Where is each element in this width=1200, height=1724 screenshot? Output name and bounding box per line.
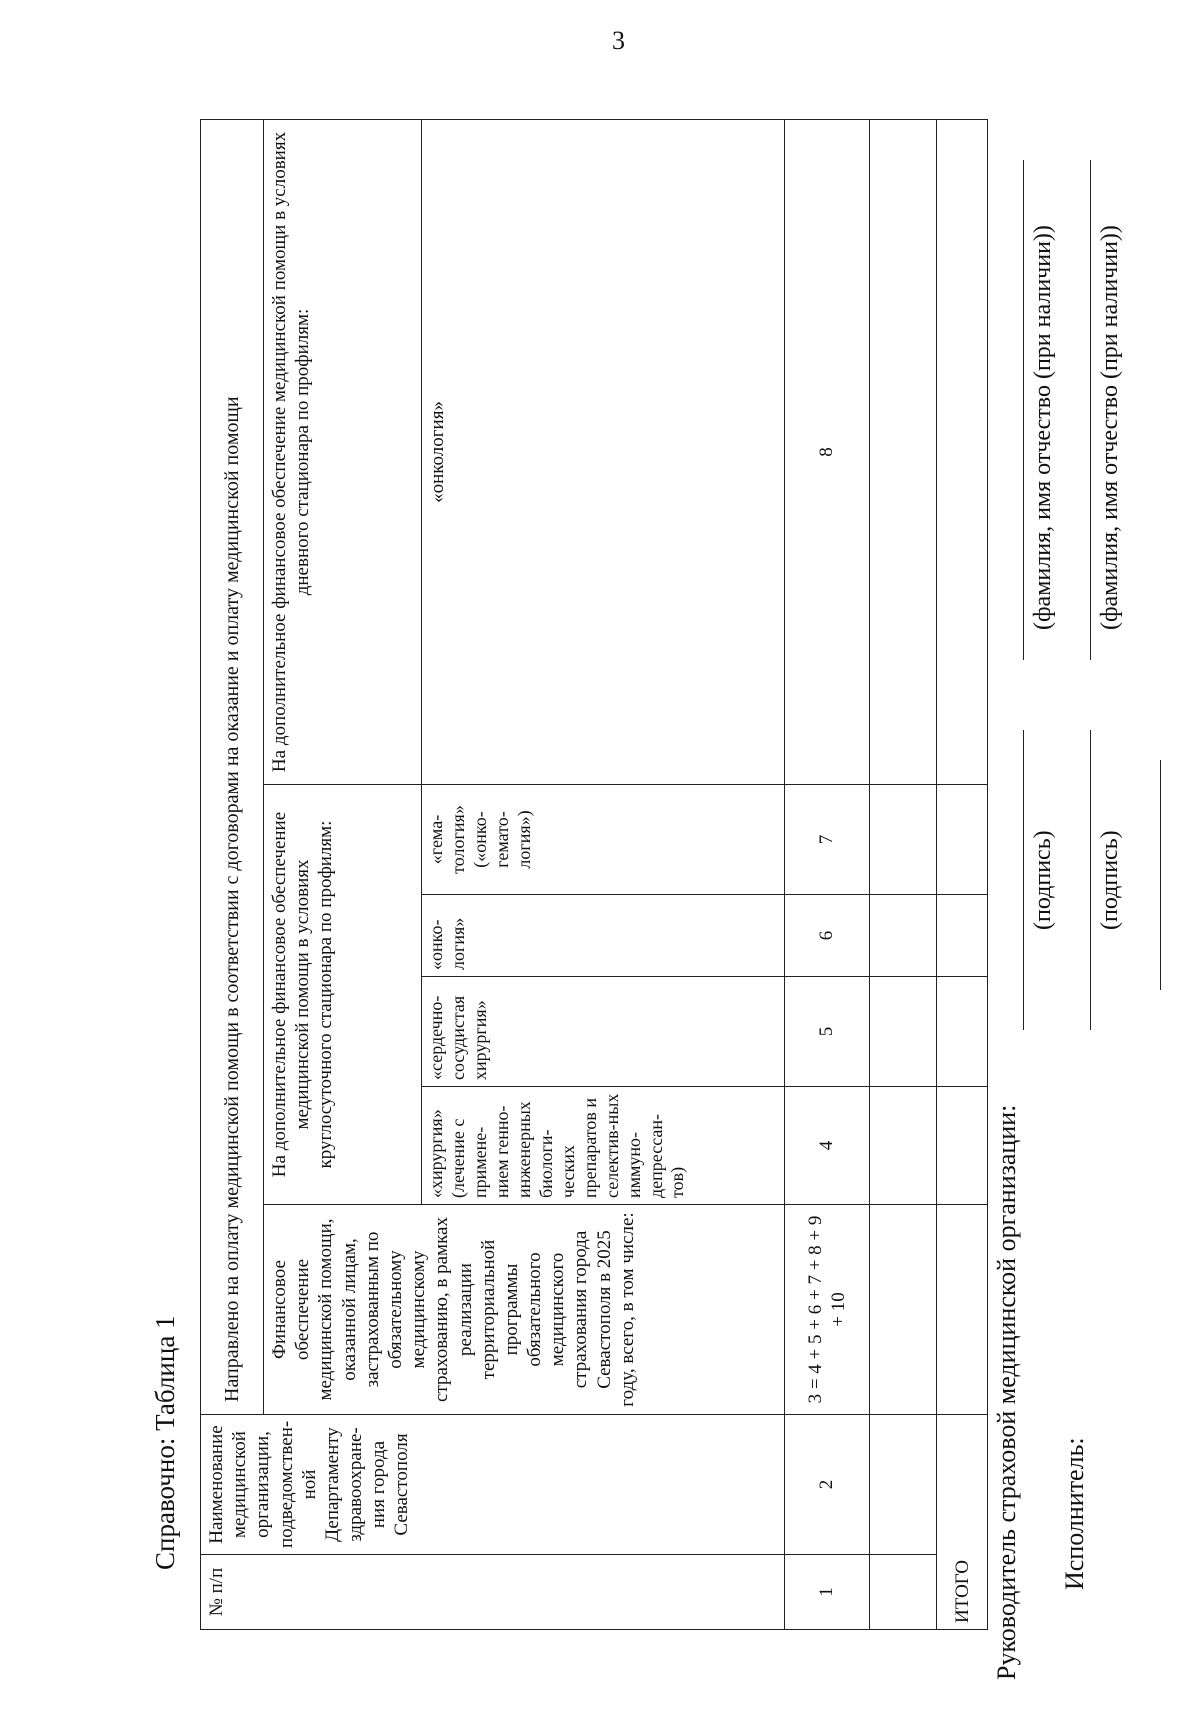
landscape-sheet (130, 50, 1190, 1690)
table-cell (869, 895, 937, 977)
table-cell (869, 1555, 937, 1630)
column-number: 5 (785, 977, 870, 1087)
table-caption: Справочно: Таблица 1 (150, 1315, 180, 1570)
column-number: 6 (785, 895, 870, 977)
executor-signature-caption: (подпись) (1097, 830, 1123, 930)
column-number: 7 (785, 785, 870, 895)
header-cardio-surgery: «сердечно-сосудистая хирургия» (421, 977, 784, 1087)
header-row-2 (264, 119, 422, 1629)
total-row (937, 119, 988, 1629)
header-oncology: «онко-логия» (421, 895, 784, 977)
table-cell (937, 1205, 988, 1415)
head-signature-line (1023, 730, 1024, 1030)
header-day-hospital: На дополнительное финансовое обеспечение медицинской помощи в условиях дневного стационара по профилям: (264, 119, 422, 784)
table-cell (937, 1087, 988, 1205)
header-day-oncology: «онкология» (421, 119, 784, 784)
header-row-1 (201, 119, 264, 1629)
table-cell (937, 119, 988, 784)
table-cell (937, 895, 988, 977)
table-cell (869, 977, 937, 1087)
header-surgery: «хирургия» (лечение с примене-нием генно-инженерных биологи-ческих препаратов и селектив-ных иммуно-депрессан-тов) (421, 1087, 784, 1205)
table-cell (869, 1205, 937, 1415)
table-cell (869, 1415, 937, 1555)
executor-signature-line (1090, 730, 1091, 1030)
column-number: 1 (785, 1555, 870, 1630)
extra-line (1160, 760, 1161, 990)
head-signature-caption: (подпись) (1030, 830, 1056, 930)
header-organization: Наименование медицинской организации, подведомствен-ной Департаменту здравоохране-ния города Севастополя (201, 1415, 785, 1555)
column-number: 3 = 4 + 5 + 6 + 7 + 8 + 9 + 10 (785, 1205, 870, 1415)
summary-table (200, 119, 988, 1630)
column-number: 2 (785, 1415, 870, 1555)
column-numbers-row (785, 119, 870, 1629)
data-row-empty (869, 119, 937, 1629)
total-label: ИТОГО (937, 1415, 988, 1630)
table-cell (869, 119, 937, 784)
executor-name-caption: (фамилия, имя отчество (при наличии)) (1097, 225, 1123, 630)
executor-label: Исполнитель: (1060, 1437, 1089, 1590)
header-round-the-clock: На дополнительное финансовое обеспечение медицинской помощи в условиях круглосуточного стационара по профилям: (264, 785, 422, 1205)
table-cell (937, 785, 988, 895)
header-financing-total: Финансовое обеспечение медицинской помощи, оказанной лицам, застрахованным по обязательному медицинскому страхованию, в рамках реализации территориальной программы обязательного медицинского страхования города Севастополя в 2025 году, всего, в том числе: (264, 1205, 785, 1415)
head-name-line (1023, 160, 1024, 660)
header-number: № п/п (201, 1555, 785, 1630)
table-cell (869, 1087, 937, 1205)
head-name-caption: (фамилия, имя отчество (при наличии)) (1030, 225, 1056, 630)
executor-name-line (1090, 160, 1091, 660)
page-number: 3 (612, 26, 625, 55)
column-number: 8 (785, 119, 870, 784)
head-signature-label: Руководитель страховой медицинской организации: (992, 1104, 1021, 1680)
header-hematology: «гема-тология» («онко-гемато-логия») (421, 785, 784, 895)
column-number: 4 (785, 1087, 870, 1205)
table-cell (869, 785, 937, 895)
table-cell (937, 977, 988, 1087)
header-group: Направлено на оплату медицинской помощи в соответствии с договорами на оказание и оплату медицинской помощи (201, 119, 264, 1414)
